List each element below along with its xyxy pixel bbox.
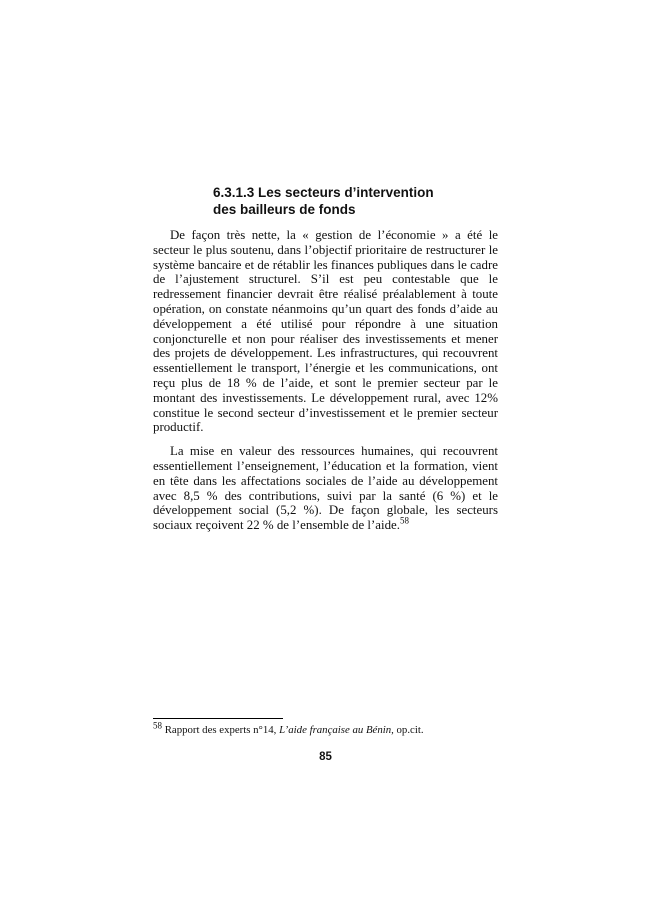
paragraph-1: De façon très nette, la « gestion de l’économie » a été le secteur le plus soutenu, dans l’objectif prioritaire de restructurer le système bancaire et de rétablir les finances publiques dans le cadre de l’ajustement structurel. S’il est peu contestable que le redressement financier devrait être réalisé préalablement à toute opération, on constate néanmoins qu’un quart des fonds d’aide au développement a été utilisé pour répondre à une situation conjoncturelle et non pour réaliser des investissements et mener des projets de développement. Les infrastructures, qui recouvrent essentiellement le transport, l’énergie et les communications, ont reçu plus de 18 % de l’aide, et sont le premier secteur par le montant des investissements. Le développement rural, avec 12% constitue le second secteur d’investissement et le premier secteur productif. xyxy=(153,228,498,435)
footnote-text-after: op.cit. xyxy=(393,724,424,736)
section-heading-line2: des bailleurs de fonds xyxy=(213,202,356,217)
footnote-separator xyxy=(153,718,283,719)
footnote xyxy=(153,720,498,737)
footnote-marker: 58 xyxy=(153,720,162,731)
section-heading xyxy=(213,184,498,218)
footnote-reference: 58 xyxy=(399,515,409,526)
body-text xyxy=(153,228,498,533)
footnote-section xyxy=(153,718,498,737)
section-heading-line1: 6.3.1.3 Les secteurs d’intervention xyxy=(213,185,434,200)
paragraph-2 xyxy=(153,444,498,533)
footnote-text-before: Rapport des experts n°14, xyxy=(162,724,280,736)
footnote-italic-title: L’aide française au Bénin, xyxy=(279,724,394,736)
text-column xyxy=(153,184,498,533)
paragraph-2-text: La mise en valeur des ressources humaines, qui recouvrent essentiellement l’enseignement, l’éducation et la formation, vient en tête dans les affectations sociales de l’aide au développement avec 8,5 % des contributions, suivi par la santé (6 %) et le développement social (5,2 %). De façon globale, les secteurs sociaux reçoivent 22 % de l’ensemble de l’aide. xyxy=(153,444,498,533)
page-number: 85 xyxy=(319,751,332,763)
